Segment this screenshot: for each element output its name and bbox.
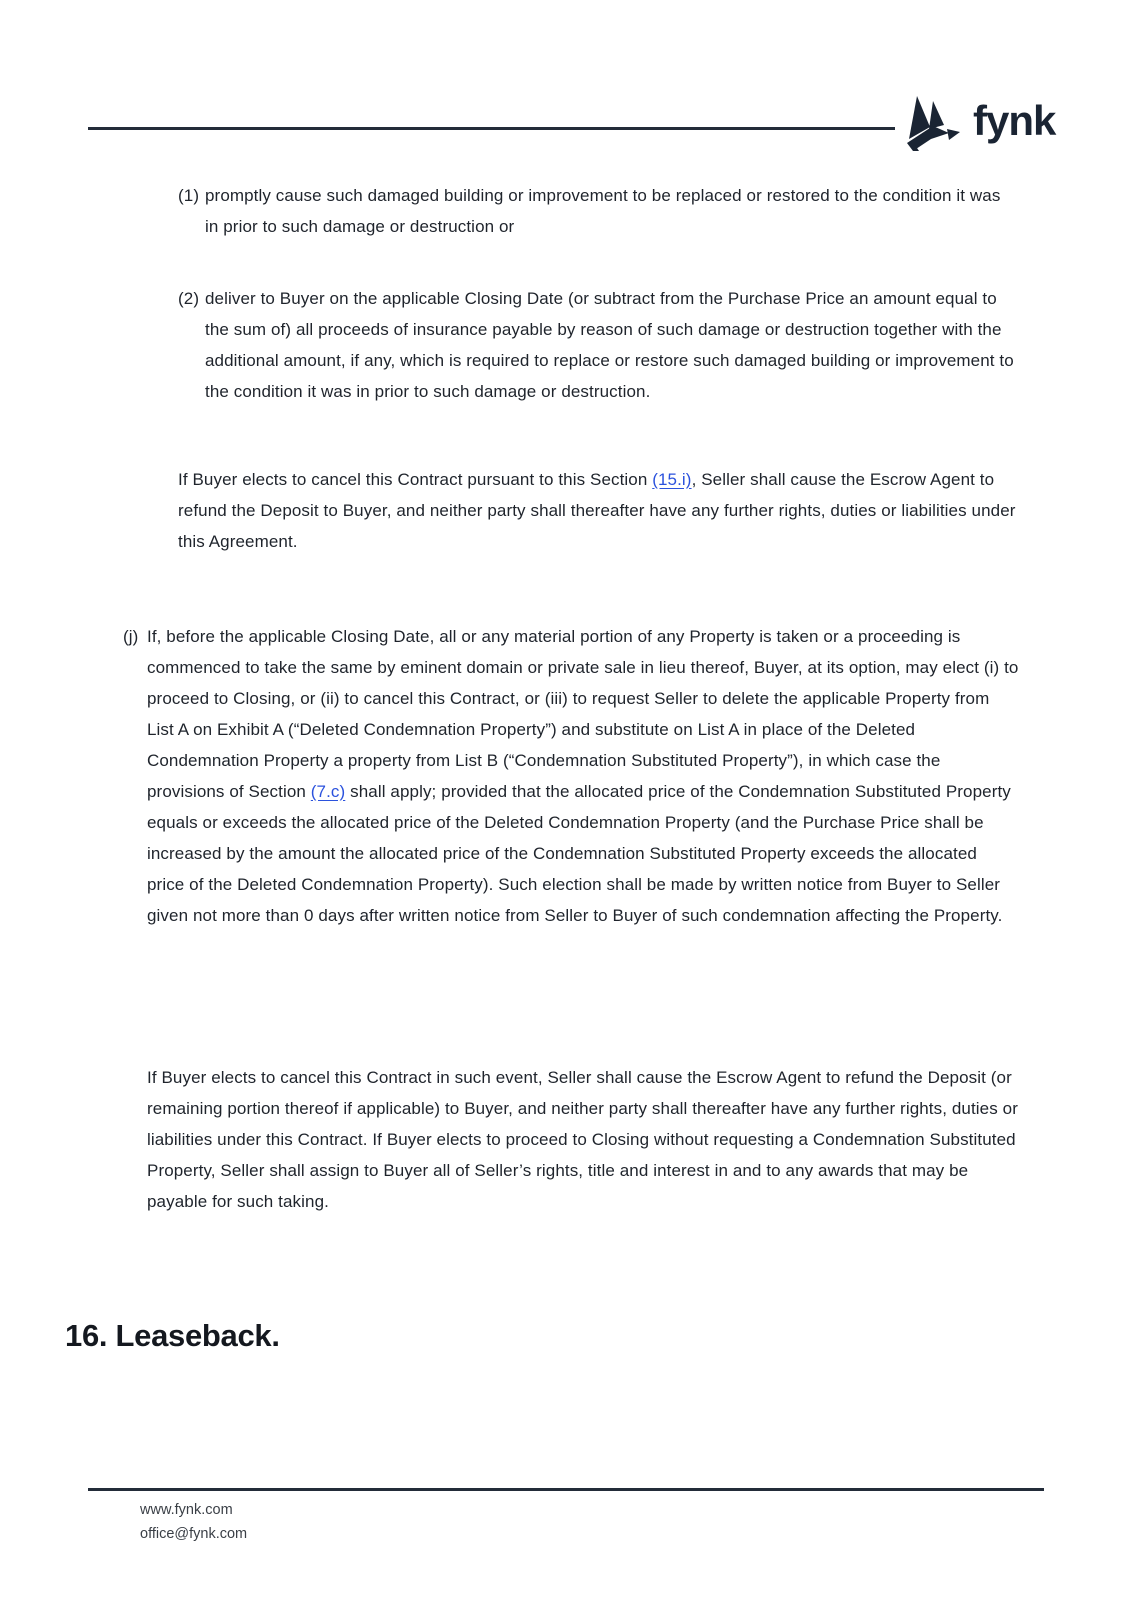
fynk-logo-icon — [903, 96, 961, 152]
footer-website: www.fynk.com — [140, 1502, 233, 1518]
list-item-1 — [178, 180, 1018, 242]
fynk-logo-text: fynk — [973, 97, 1056, 144]
fynk-logo — [903, 96, 1055, 152]
section-7c-link[interactable]: (7.c) — [310, 782, 346, 801]
list-item-j-marker: (j) — [123, 627, 139, 646]
paragraph-cancel-15i-text-before: If Buyer elects to cancel this Contract pursuant to this Section — [178, 470, 653, 489]
list-item-j-text-after: shall apply; provided that the allocated price of the Condemnation Substituted Property equals or exceeds the allocated price of the Deleted Condemnation Property (and the Purchase Price shall be increased by the amount the allocated price of the Condemnation Substituted Property exceeds the allocated price of the Deleted Condemnation Property). Such election shall be made by written notice from Buyer to Seller given not more than 0 days after written notice from Seller to Buyer of such condemnation affecting the Property. — [147, 782, 1011, 925]
section-heading: 16. Leaseback. — [65, 1318, 280, 1353]
list-item-j — [123, 621, 1019, 931]
footer-email: office@fynk.com — [140, 1526, 248, 1542]
footer-divider — [88, 1488, 1044, 1491]
list-item-j-text-before: If, before the applicable Closing Date, all or any material portion of any Property is taken or a proceeding is commenced to take the same by eminent domain or private sale in lieu thereof, Buyer, at its option, may elect (i) to proceed to Closing, or (ii) to cancel this Contract, or (iii) to request Seller to delete the applicable Property from List A on Exhibit A (“Deleted Condemnation Property”) and substitute on List A in place of the Deleted Condemnation Property a property from List B (“Condemnation Substituted Property”), in which case the provisions of Section — [147, 627, 1019, 801]
section-15i-link[interactable]: (15.i) — [652, 470, 692, 489]
paragraph-cancel-j: If Buyer elects to cancel this Contract in such event, Seller shall cause the Escrow Agent to refund the Deposit (or remaining portion thereof if applicable) to Buyer, and neither party shall thereafter have any further rights, duties or liabilities under this Contract. If Buyer elects to proceed to Closing without requesting a Condemnation Substituted Property, Seller shall assign to Buyer all of Seller’s rights, title and interest in and to any awards that may be payable for such taking. — [147, 1068, 1018, 1211]
list-item-1-marker: (1) — [178, 186, 200, 205]
list-item-2 — [178, 283, 1018, 407]
paragraph-cancel-15i — [178, 464, 1018, 557]
paragraph-cancel-15i-text-after: , Seller shall cause the Escrow Agent to refund the Deposit to Buyer, and neither party shall thereafter have any further rights, duties or liabilities under this Agreement. — [178, 470, 1016, 551]
list-item-2-text: deliver to Buyer on the applicable Closing Date (or subtract from the Purchase Price an amount equal to the sum of) all proceeds of insurance payable by reason of such damage or destruction together with the additional amount, if any, which is required to replace or restore such damaged building or improvement to the condition it was in prior to such damage or destruction. — [205, 289, 1014, 401]
list-item-1-text: promptly cause such damaged building or improvement to be replaced or restored to the condition it was in prior to such damage or destruction or — [205, 186, 1001, 236]
list-item-2-marker: (2) — [178, 289, 200, 308]
header-divider — [88, 127, 895, 130]
footer — [140, 1498, 247, 1546]
list-item-j-text — [147, 621, 1019, 931]
